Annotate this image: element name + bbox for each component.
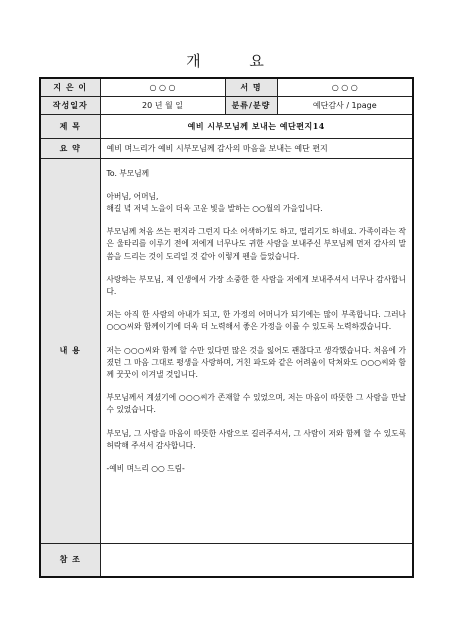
reference-value: [100, 543, 413, 577]
signature-label: 서 명: [225, 78, 277, 96]
letter-paragraph: 사랑하는 부모님, 제 인생에서 가장 소중한 한 사람을 저에게 보내주셔서 너무나 감사합니다.: [106, 274, 406, 296]
date-value: 20 년 월 일: [100, 96, 225, 114]
author-row: [40, 78, 413, 96]
summary-label: 요 약: [40, 138, 100, 158]
letter-paragraph: 저는 아직 한 사람의 아내가 되고, 한 가정의 어머니가 되기에는 많이 부족합니다. 그러나 ○○○씨와 함께이기에 더욱 더 노력해서 좋은 가정을 이룰 수 있도록 노력하겠습니다.: [106, 310, 406, 332]
content-row: [40, 158, 413, 543]
signature-value: ○ ○ ○: [277, 78, 413, 96]
letter-greeting: To. 부모님께: [106, 168, 150, 178]
content-label: 내 용: [40, 158, 100, 543]
letter-paragraph: 아버님, 어머님, 해길 녘 저녁 노을이 더욱 고운 빛을 발하는 ○○월의 가을입니다.: [106, 191, 323, 213]
subject-label: 제 목: [40, 114, 100, 138]
category-label: 분류/분량: [225, 96, 277, 114]
letter-signoff: -예비 며느리 ○○ 드림-: [106, 463, 185, 473]
letter-paragraph: 저는 ○○○씨와 함께 할 수만 있다면 많은 것을 잃어도 괜찮다고 생각했습니다. 처음에 가졌던 그 마음 그대로 평생을 사랑하며, 거친 파도와 같은 어려움이 닥쳐와도 ○○○씨와 함께 꿋꿋이 이겨낼 것입니다.: [106, 345, 406, 379]
subject-value: 예비 시부모님께 보내는 예단편지14: [100, 114, 413, 138]
reference-label: 참 조: [40, 543, 100, 577]
overview-form-table: [39, 77, 414, 578]
document-title: 개 요: [186, 52, 286, 70]
date-row: [40, 96, 413, 114]
author-label: 지 은 이: [40, 78, 100, 96]
summary-row: [40, 138, 413, 158]
reference-row: [40, 543, 413, 577]
date-label: 작성일자: [40, 96, 100, 114]
letter-paragraph: 부모님께서 계셨기에 ○○○씨가 존재할 수 있었으며, 저는 마음이 따뜻한 그 사람을 만날 수 있었습니다.: [106, 393, 406, 415]
summary-value: 예비 며느리가 예비 시부모님께 감사의 마음을 보내는 예단 편지: [100, 138, 413, 158]
subject-row: [40, 114, 413, 138]
letter-paragraph: 부모님, 그 사람을 마음이 따뜻한 사람으로 길러주셔서, 그 사람이 저와 함께 할 수 있도록 허락해 주셔서 감사합니다.: [106, 428, 406, 450]
letter-content: [100, 158, 413, 543]
letter-paragraph: 부모님께 처음 쓰는 편지라 그런지 다소 어색하기도 하고, 떨리기도 하네요. 가족이라는 작은 울타리를 이루기 전에 저에게 너무나도 귀한 사람을 보내주신 부모님께 먼저 감사의 말씀을 드리는 것이 도리일 것 같아 이렇게 펜을 들었습니다.: [106, 227, 406, 261]
category-value: 예단감사 / 1page: [277, 96, 413, 114]
author-value: ○ ○ ○: [100, 78, 225, 96]
